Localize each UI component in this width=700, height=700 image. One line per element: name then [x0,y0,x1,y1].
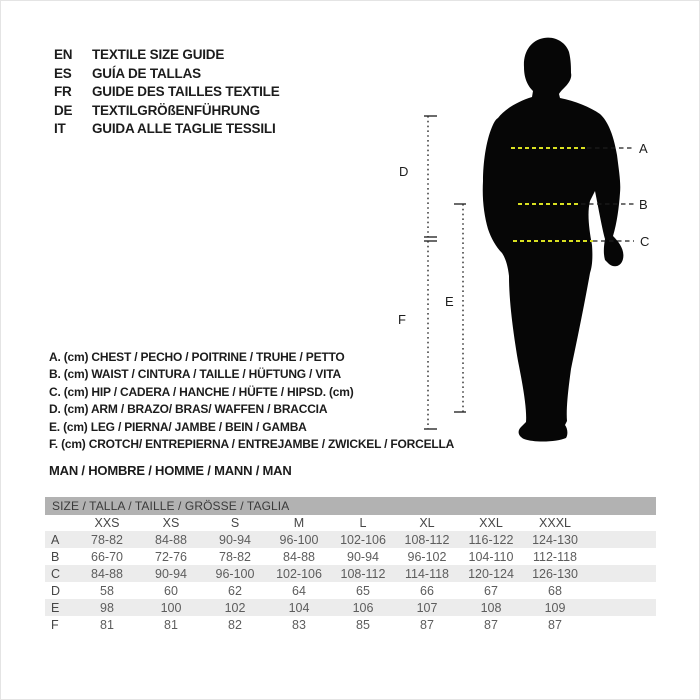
table-cell: 112-118 [532,549,578,564]
language-title: GUÍA DE TALLAS [92,65,201,81]
table-cell: 90-94 [347,549,379,564]
marker-label-waist: B [639,197,648,212]
language-code: IT [54,121,66,136]
legend-line-chest: A. (cm) CHEST / PECHO / POITRINE / TRUHE / PETTO [49,350,345,364]
size-table-title: SIZE / TALLA / TAILLE / GRÖSSE / TAGLIA [45,497,656,515]
legend-line-arm: D. (cm) ARM / BRAZO/ BRAS/ WAFFEN / BRACCIA [49,402,328,417]
table-cell: 72-76 [155,549,187,564]
table-cell: 107 [416,600,438,615]
row-label: D [51,583,61,598]
table-cell: 87 [484,617,498,632]
language-title: TEXTILGRÖßENFÜHRUNG [92,102,260,118]
legend-line-crotch: F. (cm) CROTCH/ ENTREPIERNA / ENTREJAMBE / ZWICKEL / FORCELLA [49,437,455,452]
row-label: C [51,566,61,581]
table-cell: 65 [356,583,370,598]
table-cell: 68 [548,583,562,598]
size-columns-row [45,515,656,531]
language-title: TEXTILE SIZE GUIDE [92,47,225,62]
table-cell: 67 [484,583,498,598]
table-cell: 102-106 [276,566,322,581]
table-row [45,582,656,599]
marker-label-crotch: F [398,312,406,327]
table-cell: 81 [164,617,178,632]
table-cell: 90-94 [219,532,251,547]
table-row [45,548,656,565]
legend-line-waist: B. (cm) WAIST / CINTURA / TAILLE / HÜFTUNG / VITA [49,367,341,382]
legend-line-hip: C. (cm) HIP / CADERA / HANCHE / HÜFTE / HIPSD. (cm) [49,384,354,399]
table-cell: 102 [224,600,246,615]
column-header: XL [419,516,435,530]
table-cell: 87 [420,617,434,632]
table-cell: 126-130 [532,566,578,581]
table-row [45,565,656,582]
man-silhouette [483,38,624,442]
marker-label-arm: D [399,164,409,179]
table-cell: 58 [100,583,114,598]
language-code: FR [54,84,72,99]
table-cell: 96-102 [407,549,447,564]
table-cell: 78-82 [219,549,251,564]
table-cell: 84-88 [91,566,123,581]
language-title: GUIDE DES TAILLES TEXTILE [92,84,280,99]
table-cell: 62 [228,583,242,598]
table-cell: 96-100 [279,532,319,547]
marker-label-hip: C [640,234,650,249]
table-cell: 60 [164,583,178,598]
table-cell: 102-106 [340,532,386,547]
column-header: M [293,516,305,530]
table-cell: 66-70 [91,549,123,564]
gender-label: MAN / HOMBRE / HOMME / MANN / MAN [49,463,292,478]
table-cell: 108-112 [340,566,386,581]
table-cell: 108 [480,600,502,615]
column-header: XS [162,516,180,530]
table-row [45,616,656,633]
table-cell: 96-100 [215,566,255,581]
table-cell: 84-88 [283,549,315,564]
table-cell: 116-122 [468,532,514,547]
column-header: L [359,516,367,530]
table-cell: 64 [292,583,306,598]
table-cell: 87 [548,617,562,632]
measurement-legend [49,349,454,453]
table-cell: 83 [292,617,306,632]
table-cell: 90-94 [155,566,187,581]
column-header: S [230,516,240,530]
table-cell: 100 [160,600,182,615]
table-cell: 124-130 [532,532,578,547]
table-cell: 120-124 [468,566,514,581]
language-code: ES [54,65,72,81]
table-cell: 114-118 [404,566,450,581]
table-cell: 104-110 [468,549,514,564]
table-cell: 109 [544,600,566,615]
table-cell: 104 [288,600,310,615]
table-row [45,531,656,548]
row-label: F [51,617,59,632]
table-cell: 81 [100,617,114,632]
table-cell: 82 [228,617,242,632]
column-header: XXXL [539,516,571,530]
table-cell: 108-112 [404,532,450,547]
legend-line-leg: E. (cm) LEG / PIERNA/ JAMBE / BEIN / GAMBA [49,419,307,434]
row-label: E [51,600,60,615]
size-table [45,497,656,633]
column-header: XXS [94,516,120,530]
language-code: EN [54,47,73,62]
row-label: A [51,532,60,547]
table-cell: 98 [100,600,114,615]
language-code: DE [54,102,73,118]
row-label: B [51,549,60,564]
marker-label-chest: A [639,141,648,156]
table-row [45,599,656,616]
column-header: XXL [479,516,503,530]
table-cell: 78-82 [91,532,123,547]
table-cell: 85 [356,617,370,632]
language-title: GUIDA ALLE TAGLIE TESSILI [92,121,276,136]
marker-label-leg: E [445,294,454,309]
table-cell: 66 [420,583,434,598]
table-cell: 84-88 [155,532,187,547]
table-cell: 106 [352,600,374,615]
